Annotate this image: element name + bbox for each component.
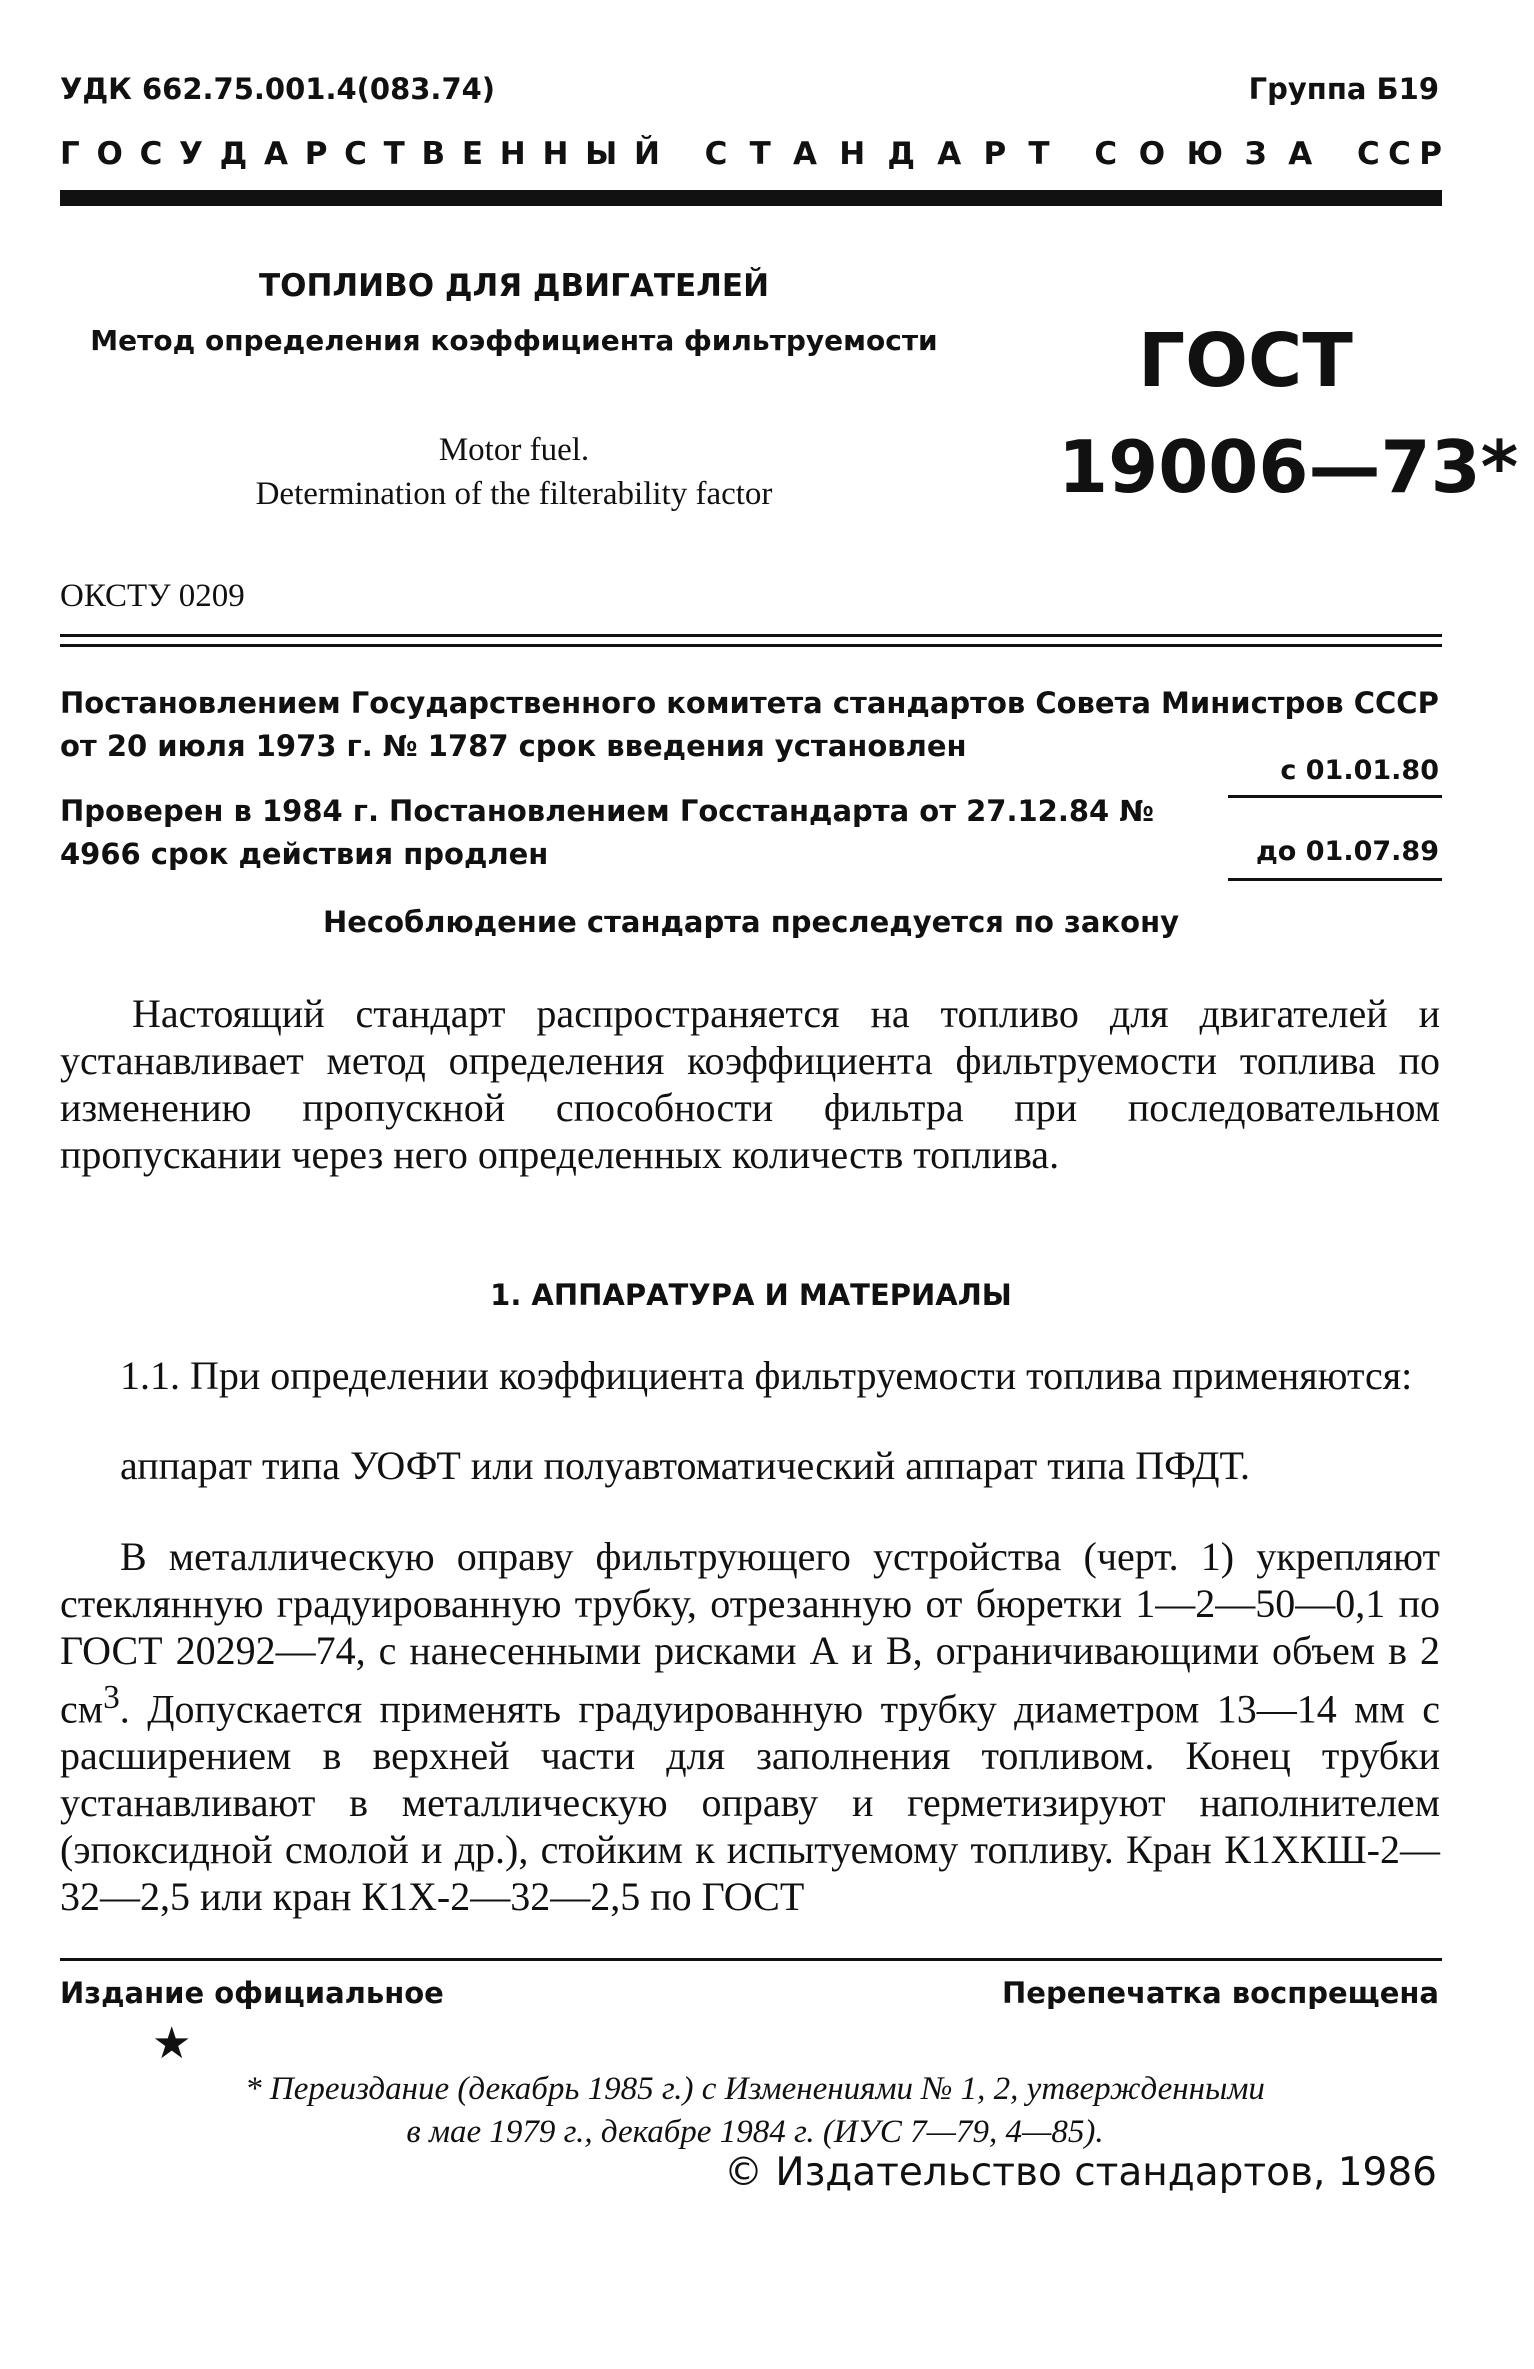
document-subtitle: Метод определения коэффициента фильтруемости [90,324,938,357]
paragraph-metal-holder [60,1533,1440,1920]
heading-letter: О [96,136,123,172]
heading-letter: Й [633,136,660,172]
date-divider-1 [1228,795,1442,798]
reprint-notice: Перепечатка воспрещена [1002,1976,1439,2010]
effective-date: с 01.01.80 [1280,755,1439,786]
intro-paragraph: Настоящий стандарт распространяется на топливо для двигателей и устанавливает метод определения коэффициента фильтруемости топлива по изменению пропускной способности фильтра при последовательном пропускании через него определенных количеств топлива. [60,991,1440,1177]
extension-date: до 01.07.89 [1256,836,1439,867]
heading-letter: В [421,136,446,172]
date-divider-2 [1228,878,1442,881]
okstu-code: ОКСТУ 0209 [60,578,245,614]
heading-letter: Р [304,136,328,172]
double-divider [60,634,1442,647]
heading-letter: А [264,136,288,172]
heading-letter: Д [887,136,916,172]
heading-letter: У [179,136,203,172]
heading-letter: Н [839,136,866,172]
heading-letter: Д [219,136,248,172]
english-title-line-1: Motor fuel. [438,432,590,468]
heading-letter: Г [60,136,80,172]
gost-label: ГОСТ [1138,318,1353,404]
heading-letter: С [1094,136,1118,172]
review-text: Проверен в 1984 г. Постановлением Госстандарта от 27.12.84 № 4966 срок действия продлен [60,794,1155,871]
paragraph-metal-part-1: В металлическую оправу фильтрующего устройства (черт. 1) укрепляют стеклянную градуированную трубку, отрезанную от бюретки 1—2—50—0,1 по ГОСТ 20292—74, с нанесенными рисками А и В, ограничивающими объем в 2 см [60,1534,1440,1732]
footnote-line-1: * Переиздание (декабрь 1985 г.) с Изменениями № 1, 2, утвержденными [245,2071,1265,2107]
heading-letter: С [704,136,728,172]
heading-letter: Ю [1186,136,1224,172]
paragraph-apparatus: аппарат типа УОФТ или полуавтоматический аппарат типа ПФДТ. [120,1443,1250,1488]
group-code: Группа Б19 [1248,72,1439,106]
heading-word-4 [1357,136,1442,172]
heading-letter: А [937,136,962,172]
heading-letter: С [139,136,163,172]
paragraph-1-1: 1.1. При определении коэффициента фильтруемости топлива применяются: [120,1353,1413,1398]
paragraph-metal-part-2: . Допускается применять градуированную трубку диаметром 13—14 мм с расширением в верхней части для заполнения топливом. Конец трубки устанавливают в металлическую оправу и герметизируют наполнителем (эпоксидной смолой и др.), стойким к испытуемому топливу. Кран К1ХКШ-2—32—2,5 или кран К1Х-2—32—2,5 по ГОСТ [60,1686,1440,1920]
heading-letter: С [1388,136,1411,172]
copyright: © Издательство стандартов, 1986 [724,2150,1437,2195]
superscript-3: 3 [103,1679,120,1716]
heading-letter: Т [383,136,405,172]
heading-letter: С [1356,136,1380,172]
footer-divider [60,1958,1442,1961]
heading-letter: Ы [585,136,618,172]
english-title-line-2: Determination of the filterability factor [255,476,773,512]
heading-letter: Н [542,136,569,172]
heading-letter: Р [983,136,1007,172]
heading-letter: С [344,136,367,172]
heading-letter: О [1138,136,1166,172]
footnote [130,2068,1380,2154]
heading-word-3 [1094,136,1312,172]
udk-code: УДК 662.75.001.4(083.74) [60,72,496,106]
heading-word-2 [705,136,1050,172]
heading-letter: А [1288,136,1313,172]
edition-label: Издание официальное [60,1976,444,2010]
heading-letter: Е [461,136,484,172]
heading-letter: Т [749,136,771,172]
decree-text: Постановлением Государственного комитета стандартов Совета Министров СССР от 20 июля 1973 г. № 1787 срок введения установлен [60,686,1439,763]
state-standard-heading [60,136,1442,172]
heading-letter: З [1244,136,1267,172]
legal-notice: Несоблюдение стандарта преследуется по закону [322,905,1180,939]
heading-letter: Р [1419,136,1442,172]
heading-letter: А [793,136,818,172]
star-icon: ★ [152,2018,192,2069]
heading-letter: Т [1028,136,1050,172]
footnote-line-2: в мае 1979 г., декабре 1984 г. (ИУС 7—79, 4—85). [406,2114,1104,2150]
english-title [60,428,968,516]
document-title: ТОПЛИВО ДЛЯ ДВИГАТЕЛЕЙ [258,268,770,304]
heading-letter: Н [499,136,526,172]
heading-word-1 [60,136,660,172]
thick-divider [60,190,1442,206]
gost-number: 19006—73* [1058,425,1519,509]
section-heading: 1. АППАРАТУРА И МАТЕРИАЛЫ [490,1278,1012,1312]
